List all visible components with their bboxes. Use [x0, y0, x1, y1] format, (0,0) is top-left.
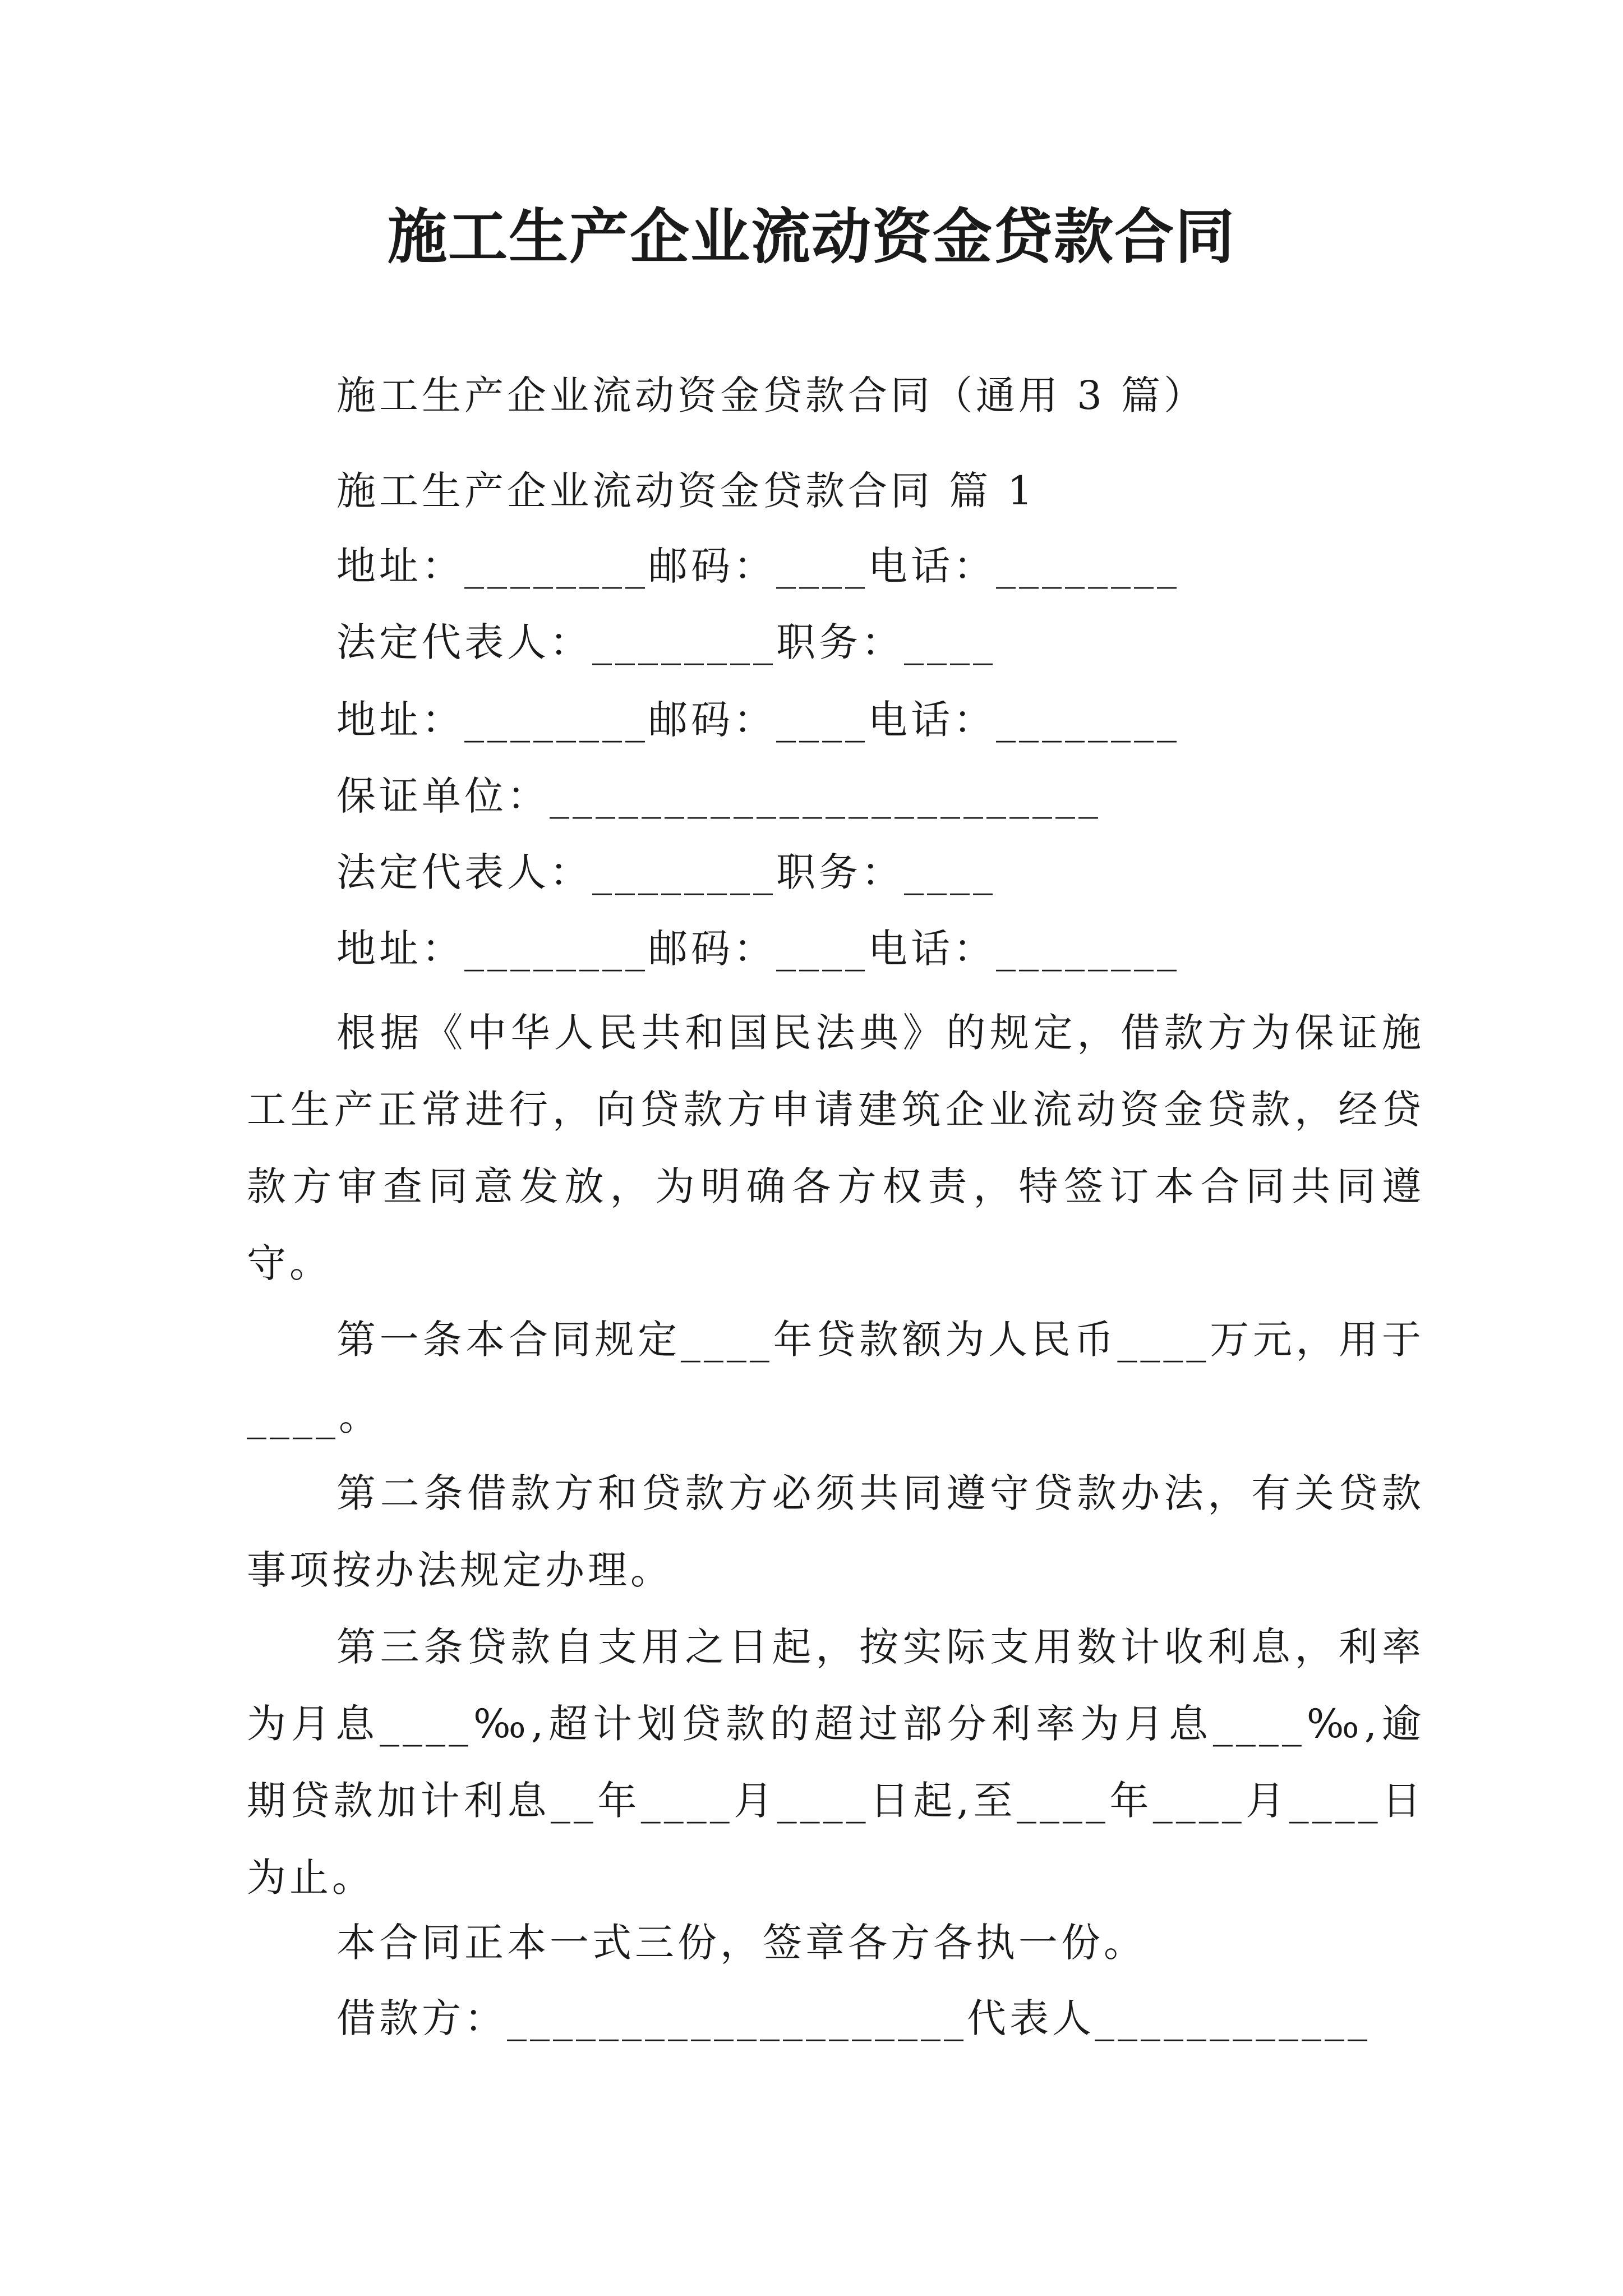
- article-2-paragraph: 第二条借款方和贷款方必须共同遵守贷款办法，有关贷款事项按办法规定办理。: [247, 1470, 1424, 1593]
- party-address-line: 地址：________邮码：____电话：________: [336, 697, 1180, 743]
- article-3-paragraph: 第三条贷款自支用之日起，按实际支用数计收利息，利率为月息____‰,超计划贷款的超过部分利率为月息____‰,逾期贷款加计利息__年____月____日起,至____年____月____日为止。: [247, 1624, 1424, 1901]
- closing-line: 本合同正本一式三份，签章各方各执一份。: [336, 1920, 1146, 1966]
- signature-line: 借款方：____________________代表人____________: [336, 1995, 1371, 2041]
- document-subtitle: 施工生产企业流动资金贷款合同（通用 3 篇）: [336, 372, 1207, 418]
- party-address-line: 地址：________邮码：____电话：________: [336, 926, 1180, 972]
- section-heading: 施工生产企业流动资金贷款合同 篇 1: [336, 468, 1036, 514]
- article-1-paragraph: 第一条本合同规定____年贷款额为人民币____万元，用于____。: [247, 1317, 1424, 1439]
- document-title: 施工生产企业流动资金贷款合同: [388, 201, 1235, 272]
- legal-representative-line: 法定代表人：________职务：____: [336, 849, 996, 895]
- legal-representative-line: 法定代表人：________职务：____: [336, 619, 996, 665]
- party-address-line: 地址：________邮码：____电话：________: [336, 543, 1180, 589]
- preamble-paragraph: 根据《中华人民共和国民法典》的规定，借款方为保证施工生产正常进行，向贷款方申请建筑企业流动资金贷款，经贷款方审查同意发放，为明确各方权责，特签订本合同共同遵守。: [247, 1010, 1424, 1286]
- guarantor-line: 保证单位：________________________: [336, 773, 1101, 819]
